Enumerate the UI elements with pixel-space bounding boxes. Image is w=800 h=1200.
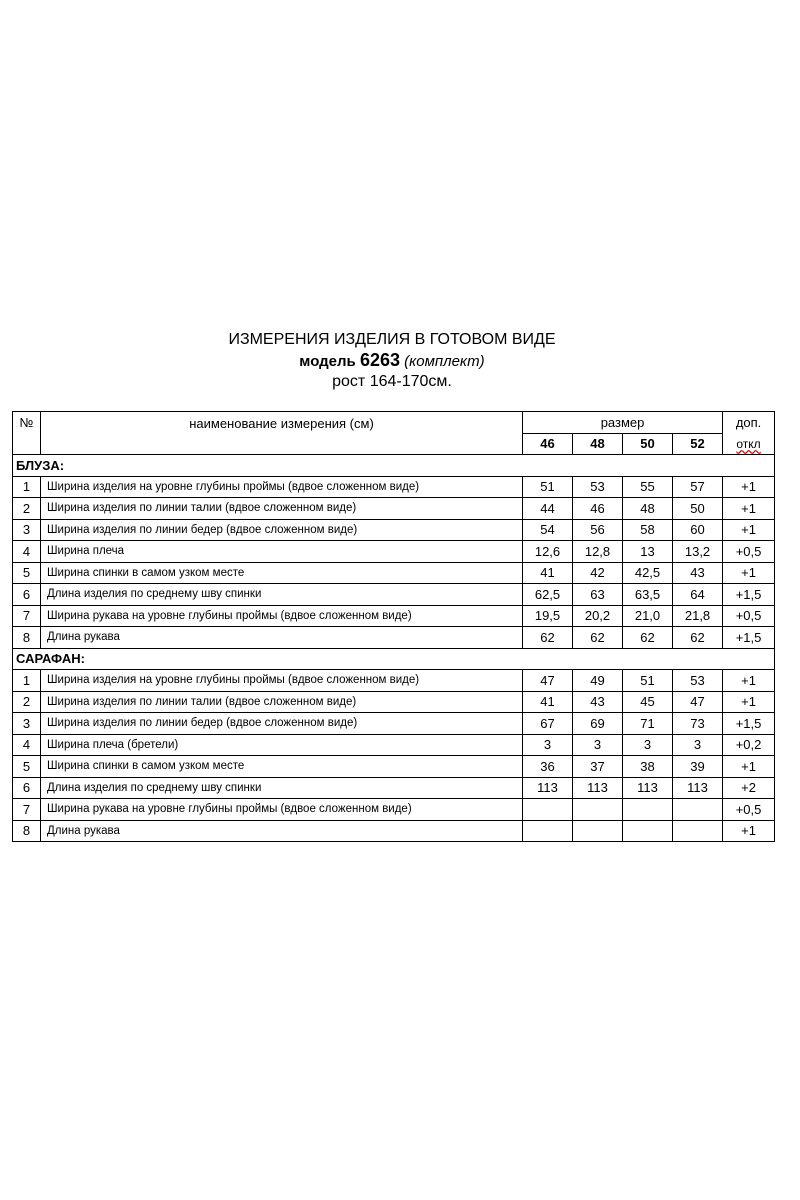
value-size-50: 38 bbox=[623, 756, 673, 778]
value-size-46 bbox=[523, 799, 573, 821]
document-header bbox=[0, 330, 784, 392]
value-size-46: 41 bbox=[523, 691, 573, 713]
allowed-deviation: +2 bbox=[723, 777, 775, 799]
value-size-52: 60 bbox=[673, 519, 723, 541]
row-number: 2 bbox=[13, 691, 41, 713]
allowed-deviation: +1 bbox=[723, 519, 775, 541]
measurement-name: Ширина рукава на уровне глубины проймы (вдвое сложенном виде) bbox=[41, 799, 523, 821]
row-number: 2 bbox=[13, 498, 41, 520]
value-size-50: 45 bbox=[623, 691, 673, 713]
value-size-50: 13 bbox=[623, 541, 673, 563]
header-deviation-bottom: откл bbox=[723, 433, 775, 455]
value-size-52: 13,2 bbox=[673, 541, 723, 563]
value-size-48: 12,8 bbox=[573, 541, 623, 563]
table-row bbox=[13, 734, 775, 756]
size-header-48: 48 bbox=[573, 433, 623, 455]
row-number: 6 bbox=[13, 777, 41, 799]
value-size-52: 21,8 bbox=[673, 605, 723, 627]
row-number: 8 bbox=[13, 627, 41, 649]
size-header-46: 46 bbox=[523, 433, 573, 455]
value-size-46: 44 bbox=[523, 498, 573, 520]
table-row bbox=[13, 756, 775, 778]
allowed-deviation: +1 bbox=[723, 756, 775, 778]
section-title: БЛУЗА: bbox=[13, 455, 775, 477]
value-size-48: 49 bbox=[573, 670, 623, 692]
allowed-deviation: +0,5 bbox=[723, 605, 775, 627]
measurement-name: Ширина изделия на уровне глубины проймы (вдвое сложенном виде) bbox=[41, 670, 523, 692]
table-row bbox=[13, 777, 775, 799]
value-size-52: 73 bbox=[673, 713, 723, 735]
value-size-48: 113 bbox=[573, 777, 623, 799]
value-size-46: 36 bbox=[523, 756, 573, 778]
value-size-50: 113 bbox=[623, 777, 673, 799]
value-size-50: 21,0 bbox=[623, 605, 673, 627]
value-size-46: 41 bbox=[523, 562, 573, 584]
document-title: ИЗМЕРЕНИЯ ИЗДЕЛИЯ В ГОТОВОМ ВИДЕ bbox=[228, 331, 556, 348]
value-size-48: 62 bbox=[573, 627, 623, 649]
value-size-52: 47 bbox=[673, 691, 723, 713]
value-size-48: 46 bbox=[573, 498, 623, 520]
model-line bbox=[0, 350, 784, 372]
value-size-48: 43 bbox=[573, 691, 623, 713]
measurement-name: Ширина изделия на уровне глубины проймы (вдвое сложенном виде) bbox=[41, 476, 523, 498]
value-size-48: 42 bbox=[573, 562, 623, 584]
measurement-name: Длина изделия по среднему шву спинки bbox=[41, 584, 523, 606]
row-number: 8 bbox=[13, 820, 41, 842]
table-row bbox=[13, 541, 775, 563]
value-size-50 bbox=[623, 820, 673, 842]
allowed-deviation: +1,5 bbox=[723, 627, 775, 649]
value-size-46: 67 bbox=[523, 713, 573, 735]
value-size-52: 3 bbox=[673, 734, 723, 756]
measurement-name: Ширина изделия по линии бедер (вдвое сложенном виде) bbox=[41, 519, 523, 541]
allowed-deviation: +0,5 bbox=[723, 799, 775, 821]
value-size-50: 71 bbox=[623, 713, 673, 735]
value-size-50: 42,5 bbox=[623, 562, 673, 584]
row-number: 7 bbox=[13, 799, 41, 821]
value-size-52: 62 bbox=[673, 627, 723, 649]
value-size-46: 12,6 bbox=[523, 541, 573, 563]
allowed-deviation: +0,5 bbox=[723, 541, 775, 563]
allowed-deviation: +0,2 bbox=[723, 734, 775, 756]
value-size-46: 47 bbox=[523, 670, 573, 692]
value-size-52: 50 bbox=[673, 498, 723, 520]
measurement-name: Длина изделия по среднему шву спинки bbox=[41, 777, 523, 799]
value-size-52 bbox=[673, 820, 723, 842]
measurements-table bbox=[12, 411, 775, 842]
table-row bbox=[13, 691, 775, 713]
value-size-48: 20,2 bbox=[573, 605, 623, 627]
value-size-48: 53 bbox=[573, 476, 623, 498]
model-note: (комплект) bbox=[404, 353, 485, 370]
value-size-50 bbox=[623, 799, 673, 821]
value-size-46: 62,5 bbox=[523, 584, 573, 606]
table-row bbox=[13, 799, 775, 821]
allowed-deviation: +1,5 bbox=[723, 584, 775, 606]
table-row bbox=[13, 498, 775, 520]
table-row bbox=[13, 605, 775, 627]
model-number: 6263 bbox=[359, 350, 400, 370]
value-size-46: 19,5 bbox=[523, 605, 573, 627]
section-row bbox=[13, 455, 775, 477]
value-size-48: 56 bbox=[573, 519, 623, 541]
value-size-46: 51 bbox=[523, 476, 573, 498]
row-number: 4 bbox=[13, 734, 41, 756]
table-row bbox=[13, 476, 775, 498]
height-range: рост 164-170см. bbox=[332, 373, 452, 390]
table-row bbox=[13, 670, 775, 692]
header-size: размер bbox=[523, 412, 723, 434]
value-size-48: 37 bbox=[573, 756, 623, 778]
measurement-name: Ширина спинки в самом узком месте bbox=[41, 756, 523, 778]
value-size-48: 63 bbox=[573, 584, 623, 606]
value-size-50: 51 bbox=[623, 670, 673, 692]
measurement-name: Длина рукава bbox=[41, 627, 523, 649]
model-label: модель bbox=[299, 353, 356, 370]
value-size-52: 43 bbox=[673, 562, 723, 584]
table-row bbox=[13, 627, 775, 649]
row-number: 1 bbox=[13, 670, 41, 692]
value-size-46 bbox=[523, 820, 573, 842]
value-size-50: 62 bbox=[623, 627, 673, 649]
value-size-48 bbox=[573, 799, 623, 821]
size-header-50: 50 bbox=[623, 433, 673, 455]
value-size-46: 54 bbox=[523, 519, 573, 541]
measurement-name: Длина рукава bbox=[41, 820, 523, 842]
allowed-deviation: +1 bbox=[723, 820, 775, 842]
value-size-52: 39 bbox=[673, 756, 723, 778]
value-size-46: 113 bbox=[523, 777, 573, 799]
header-deviation-top: доп. bbox=[723, 412, 775, 434]
measurement-name: Ширина спинки в самом узком месте bbox=[41, 562, 523, 584]
measurement-name: Ширина изделия по линии талии (вдвое сложенном виде) bbox=[41, 498, 523, 520]
value-size-48 bbox=[573, 820, 623, 842]
row-number: 3 bbox=[13, 713, 41, 735]
table-row bbox=[13, 562, 775, 584]
allowed-deviation: +1,5 bbox=[723, 713, 775, 735]
value-size-48: 69 bbox=[573, 713, 623, 735]
allowed-deviation: +1 bbox=[723, 476, 775, 498]
allowed-deviation: +1 bbox=[723, 691, 775, 713]
row-number: 7 bbox=[13, 605, 41, 627]
table-row bbox=[13, 519, 775, 541]
value-size-46: 62 bbox=[523, 627, 573, 649]
measurement-name: Ширина плеча (бретели) bbox=[41, 734, 523, 756]
allowed-deviation: +1 bbox=[723, 498, 775, 520]
header-measurement-name: наименование измерения (см) bbox=[41, 412, 523, 455]
value-size-46: 3 bbox=[523, 734, 573, 756]
header-number: № bbox=[13, 412, 41, 455]
value-size-52: 64 bbox=[673, 584, 723, 606]
table-row bbox=[13, 584, 775, 606]
allowed-deviation: +1 bbox=[723, 670, 775, 692]
size-header-52: 52 bbox=[673, 433, 723, 455]
row-number: 4 bbox=[13, 541, 41, 563]
section-row bbox=[13, 648, 775, 670]
measurement-name: Ширина плеча bbox=[41, 541, 523, 563]
value-size-50: 3 bbox=[623, 734, 673, 756]
value-size-48: 3 bbox=[573, 734, 623, 756]
row-number: 5 bbox=[13, 756, 41, 778]
row-number: 3 bbox=[13, 519, 41, 541]
value-size-52: 57 bbox=[673, 476, 723, 498]
row-number: 5 bbox=[13, 562, 41, 584]
value-size-52: 113 bbox=[673, 777, 723, 799]
measurement-name: Ширина изделия по линии талии (вдвое сложенном виде) bbox=[41, 691, 523, 713]
value-size-50: 48 bbox=[623, 498, 673, 520]
allowed-deviation: +1 bbox=[723, 562, 775, 584]
value-size-50: 63,5 bbox=[623, 584, 673, 606]
value-size-50: 58 bbox=[623, 519, 673, 541]
value-size-50: 55 bbox=[623, 476, 673, 498]
table-row bbox=[13, 713, 775, 735]
section-title: САРАФАН: bbox=[13, 648, 775, 670]
row-number: 1 bbox=[13, 476, 41, 498]
measurement-name: Ширина рукава на уровне глубины проймы (вдвое сложенном виде) bbox=[41, 605, 523, 627]
row-number: 6 bbox=[13, 584, 41, 606]
table-row bbox=[13, 820, 775, 842]
value-size-52 bbox=[673, 799, 723, 821]
value-size-52: 53 bbox=[673, 670, 723, 692]
measurement-name: Ширина изделия по линии бедер (вдвое сложенном виде) bbox=[41, 713, 523, 735]
